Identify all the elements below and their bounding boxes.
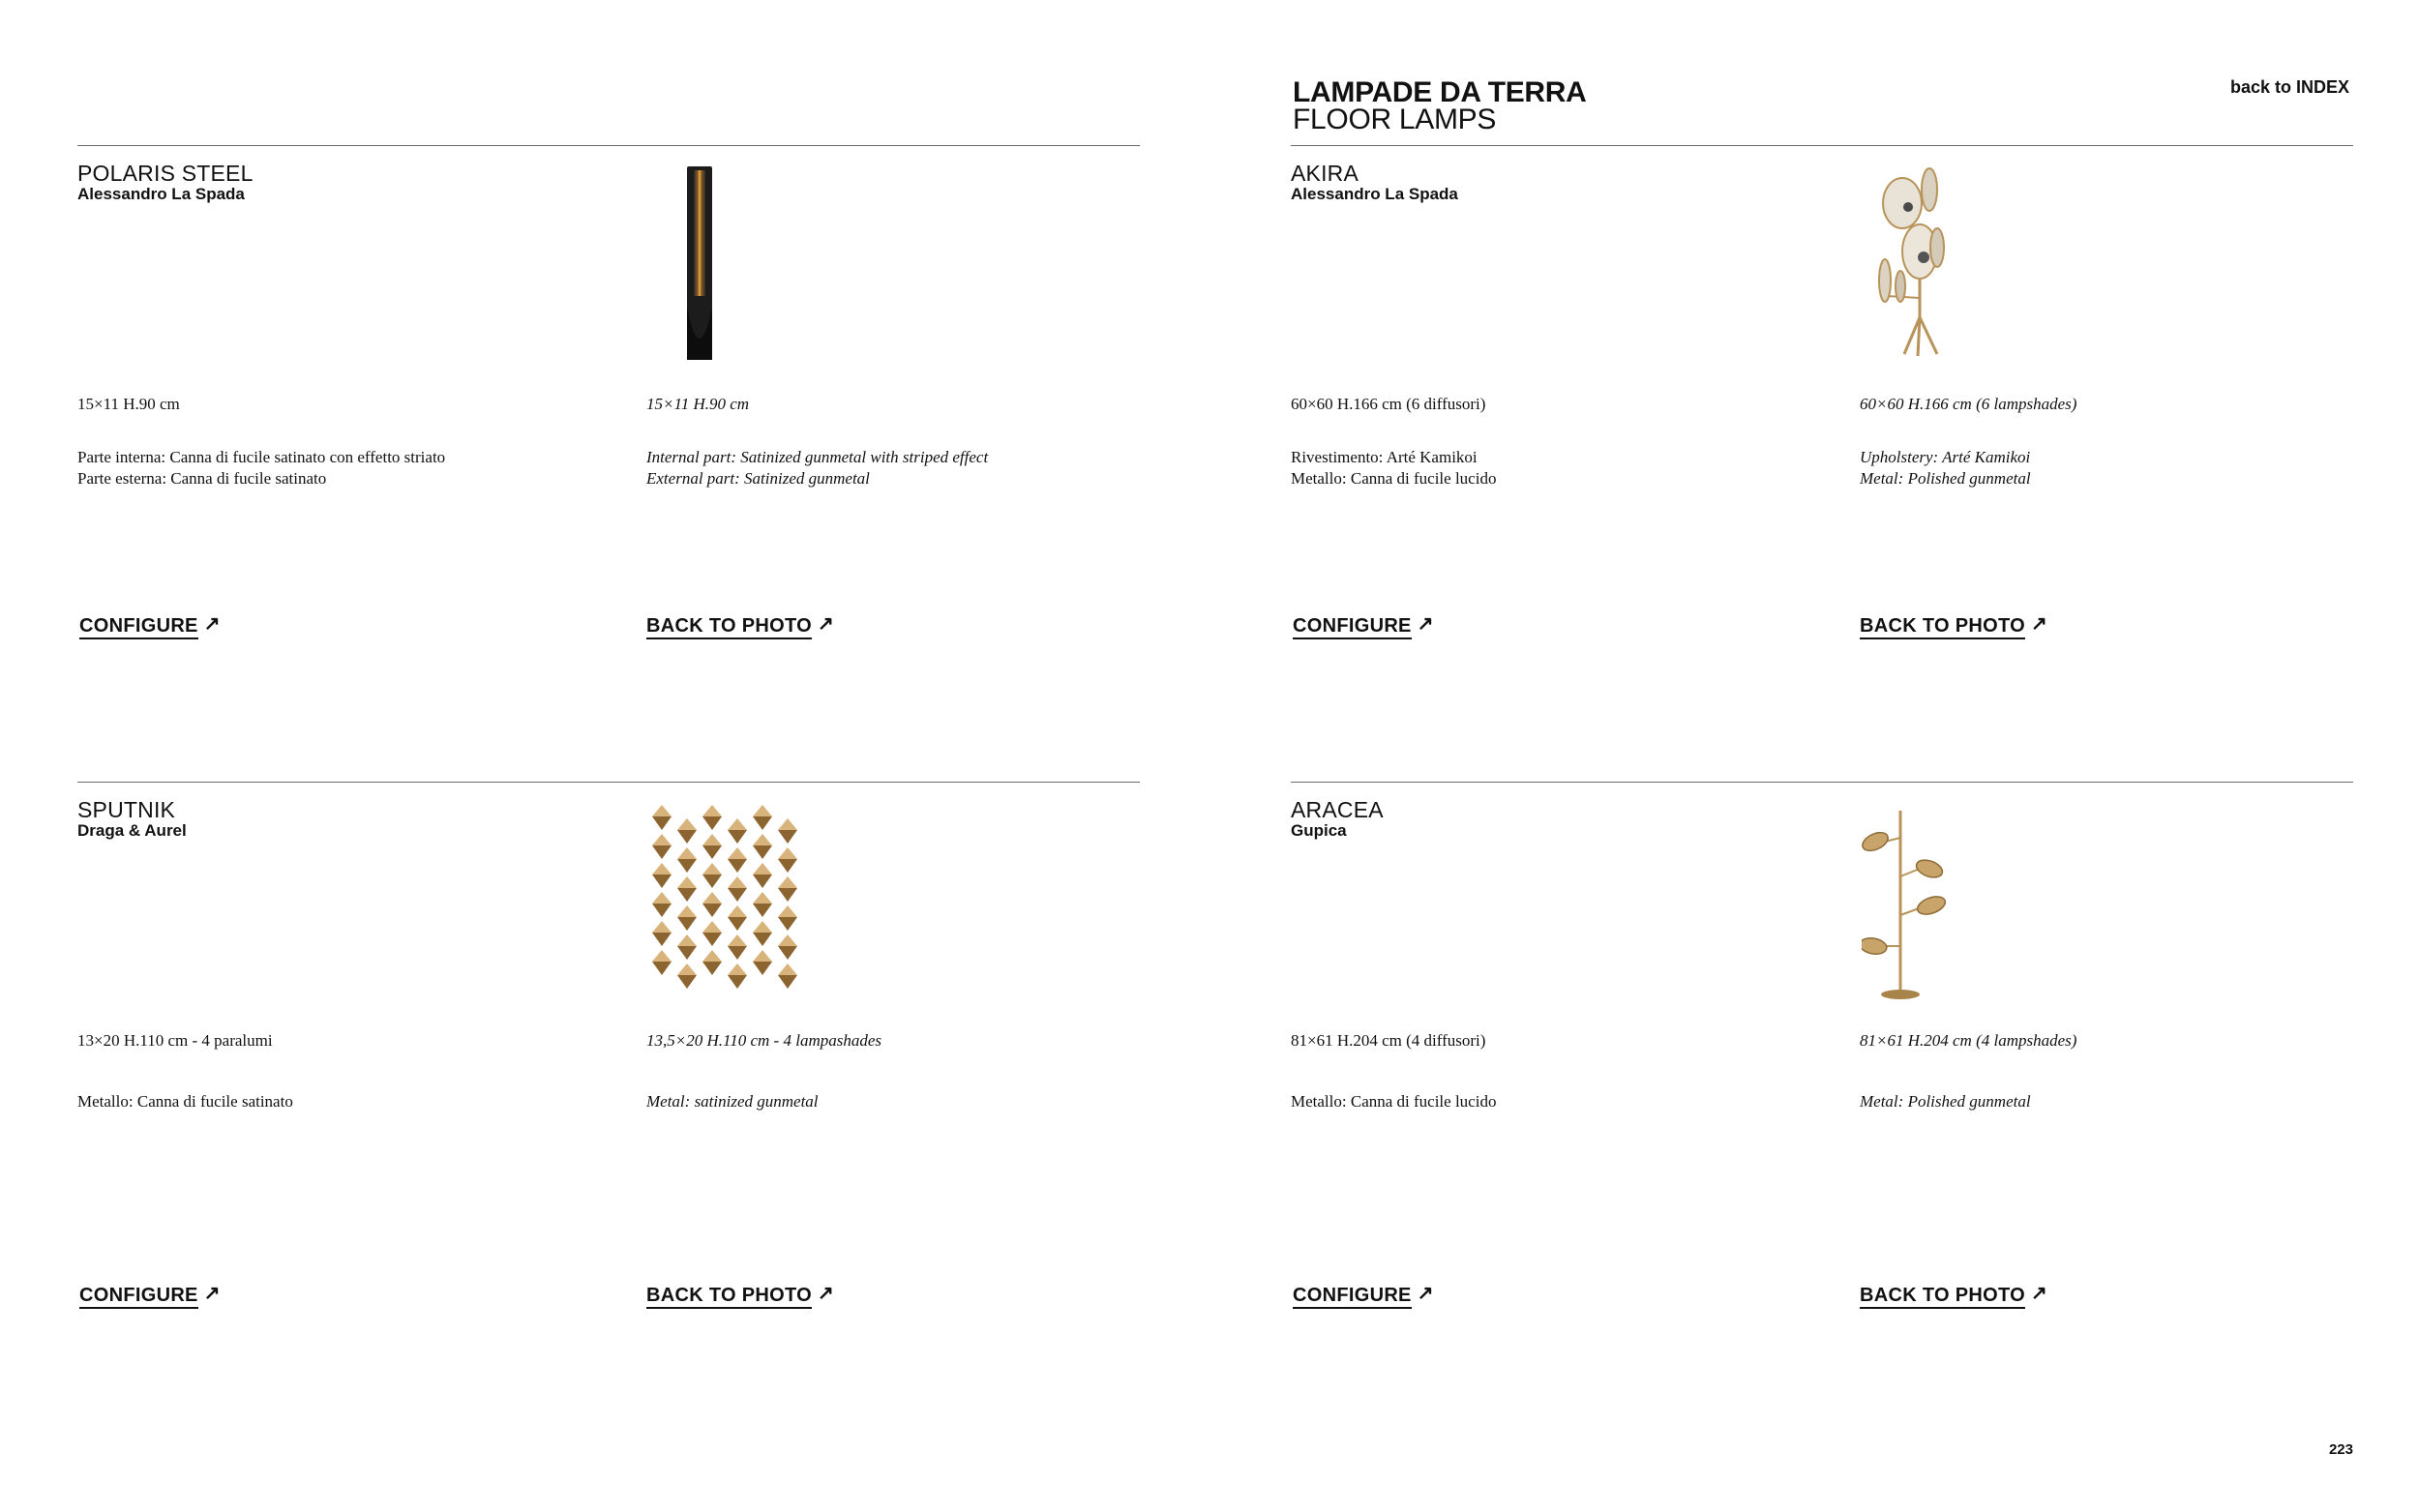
sputnik-shade	[702, 921, 722, 933]
back-to-photo-label: BACK TO PHOTO	[646, 615, 812, 639]
dimensions-english: 81×61 H.204 cm (4 lampshades)	[1860, 1031, 2077, 1050]
sputnik-shade	[702, 834, 722, 845]
back-to-photo-label: BACK TO PHOTO	[1860, 1285, 2025, 1309]
sputnik-shade	[702, 875, 722, 888]
sputnik-shade	[753, 950, 772, 962]
sputnik-shade	[702, 962, 722, 975]
product-designer: Alessandro La Spada	[1291, 185, 1458, 203]
back-to-photo-label: BACK TO PHOTO	[646, 1285, 812, 1309]
dimensions-english: 15×11 H.90 cm	[646, 395, 750, 413]
sputnik-shade	[728, 818, 747, 830]
sputnik-shade	[702, 845, 722, 859]
dimensions-english: 60×60 H.166 cm (6 lampshades)	[1860, 395, 2077, 413]
sputnik-shade	[753, 805, 772, 816]
arrow-up-right-icon: ↗	[2030, 1283, 2048, 1304]
sputnik-lamp-photo	[644, 799, 819, 1002]
sputnik-shade	[728, 905, 747, 917]
sputnik-shade	[652, 950, 672, 962]
sputnik-shade	[677, 946, 697, 960]
materials-english	[646, 447, 988, 489]
sputnik-shade	[753, 962, 772, 975]
sputnik-shade	[677, 975, 697, 989]
sputnik-shade	[778, 888, 797, 902]
back-to-index-link[interactable]: back to INDEX	[2229, 77, 2349, 97]
sputnik-shade	[677, 859, 697, 873]
sputnik-shade	[778, 964, 797, 975]
sputnik-shade	[652, 805, 672, 816]
sputnik-shade	[702, 904, 722, 917]
sputnik-shade	[652, 933, 672, 946]
sputnik-shade	[753, 875, 772, 888]
material-line: External part: Satinized gunmetal	[646, 469, 870, 488]
material-line: Metallo: Canna di fucile lucido	[1291, 1092, 1497, 1111]
product-name: SPUTNIK	[77, 797, 176, 822]
akira-lamp-photo	[1862, 163, 2036, 366]
sputnik-shade	[778, 830, 797, 844]
material-line: Upholstery: Arté Kamikoi	[1860, 448, 2031, 466]
page-number: 223	[2328, 1441, 2353, 1458]
sputnik-shade	[728, 859, 747, 873]
sputnik-shade	[753, 845, 772, 859]
sputnik-shade	[652, 875, 672, 888]
back-to-photo-button[interactable]	[646, 615, 834, 639]
arrow-up-right-icon: ↗	[1417, 613, 1434, 635]
aracea-lamp-photo	[1862, 799, 2036, 1002]
material-line: Rivestimento: Arté Kamikoi	[1291, 448, 1478, 466]
material-line: Metal: Polished gunmetal	[1860, 469, 2031, 488]
configure-label: CONFIGURE	[1293, 615, 1412, 639]
product-card-akira	[1291, 145, 2353, 774]
materials-english	[1860, 1091, 2031, 1112]
sputnik-shade	[652, 892, 672, 904]
sputnik-shade	[702, 950, 722, 962]
materials-italian	[1291, 447, 1496, 489]
sputnik-shade	[652, 921, 672, 933]
dimensions-english: 13,5×20 H.110 cm - 4 lampashades	[646, 1031, 881, 1050]
page-title-italian: LAMPADE DA TERRA	[1293, 76, 1587, 108]
configure-button[interactable]	[1293, 615, 1434, 639]
section-divider	[1291, 782, 2353, 783]
materials-italian	[1291, 1091, 1496, 1112]
dimensions-italian: 15×11 H.90 cm	[77, 395, 180, 413]
sputnik-shade	[652, 962, 672, 975]
sputnik-shade	[677, 934, 697, 946]
sputnik-shade	[728, 946, 747, 960]
sputnik-shade	[677, 876, 697, 888]
configure-label: CONFIGURE	[79, 615, 198, 639]
sputnik-shade	[778, 859, 797, 873]
configure-label: CONFIGURE	[1293, 1285, 1412, 1309]
sputnik-shade	[778, 975, 797, 989]
configure-button[interactable]	[1293, 1285, 1434, 1309]
sputnik-shade	[778, 905, 797, 917]
sputnik-shade	[677, 917, 697, 931]
arrow-up-right-icon: ↗	[203, 613, 221, 635]
sputnik-shade	[778, 934, 797, 946]
materials-italian	[77, 1091, 293, 1112]
sputnik-shade	[677, 830, 697, 844]
sputnik-shade	[652, 845, 672, 859]
back-to-photo-label: BACK TO PHOTO	[1860, 615, 2025, 639]
sputnik-shade	[652, 816, 672, 830]
section-divider	[77, 782, 1140, 783]
sputnik-shade	[778, 818, 797, 830]
dimensions-italian: 81×61 H.204 cm (4 diffusori)	[1291, 1031, 1486, 1050]
product-designer: Draga & Aurel	[77, 821, 187, 840]
section-divider	[1291, 145, 2353, 146]
sputnik-shade	[728, 847, 747, 859]
sputnik-shade	[778, 876, 797, 888]
product-designer: Gupica	[1291, 821, 1347, 840]
material-line: Metal: Polished gunmetal	[1860, 1092, 2031, 1111]
sputnik-shade	[652, 904, 672, 917]
sputnik-shade	[677, 905, 697, 917]
product-name: POLARIS STEEL	[77, 161, 254, 186]
material-line: Metallo: Canna di fucile satinato	[77, 1092, 293, 1111]
arrow-up-right-icon: ↗	[1417, 1283, 1434, 1304]
sputnik-shade	[753, 816, 772, 830]
material-line: Parte esterna: Canna di fucile satinato	[77, 469, 327, 488]
configure-button[interactable]	[79, 1285, 221, 1309]
page-title-english: FLOOR LAMPS	[1293, 104, 1497, 135]
product-name: AKIRA	[1291, 161, 1359, 186]
sputnik-shade	[677, 847, 697, 859]
materials-english	[1860, 447, 2031, 489]
material-line: Metallo: Canna di fucile lucido	[1291, 469, 1497, 488]
product-name: ARACEA	[1291, 797, 1384, 822]
product-card-polaris-steel	[77, 145, 1140, 774]
sputnik-shade	[728, 975, 747, 989]
arrow-up-right-icon: ↗	[817, 613, 835, 635]
sputnik-shade	[728, 934, 747, 946]
sputnik-shade	[702, 933, 722, 946]
materials-italian	[77, 447, 445, 489]
dimensions-italian: 13×20 H.110 cm - 4 paralumi	[77, 1031, 273, 1050]
sputnik-shade	[652, 834, 672, 845]
back-to-photo-button[interactable]	[1860, 615, 2047, 639]
product-card-sputnik	[77, 782, 1140, 1410]
sputnik-shade	[702, 816, 722, 830]
product-designer: Alessandro La Spada	[77, 185, 245, 203]
page-title	[1293, 76, 1587, 135]
sputnik-shade	[702, 805, 722, 816]
product-card-aracea	[1291, 782, 2353, 1410]
materials-english	[646, 1091, 819, 1112]
sputnik-shade	[702, 863, 722, 875]
sputnik-shade	[677, 964, 697, 975]
sputnik-shade	[652, 863, 672, 875]
back-to-photo-button[interactable]	[1860, 1285, 2047, 1309]
arrow-up-right-icon: ↗	[817, 1283, 835, 1304]
sputnik-shade	[702, 892, 722, 904]
sputnik-shade	[728, 917, 747, 931]
sputnik-shade	[728, 876, 747, 888]
configure-button[interactable]	[79, 615, 221, 639]
sputnik-shade	[677, 818, 697, 830]
arrow-up-right-icon: ↗	[203, 1283, 221, 1304]
sputnik-shade	[778, 847, 797, 859]
sputnik-shade	[753, 921, 772, 933]
sputnik-shade	[728, 830, 747, 844]
sputnik-shade	[778, 946, 797, 960]
sputnik-shade	[753, 904, 772, 917]
dimensions-italian: 60×60 H.166 cm (6 diffusori)	[1291, 395, 1486, 413]
configure-label: CONFIGURE	[79, 1285, 198, 1309]
polaris-steel-lamp-photo	[648, 163, 822, 366]
sputnik-shade	[753, 892, 772, 904]
material-line: Parte interna: Canna di fucile satinato con effetto striato	[77, 448, 446, 466]
sputnik-shade	[728, 888, 747, 902]
section-divider	[77, 145, 1140, 146]
sputnik-shade	[753, 863, 772, 875]
arrow-up-right-icon: ↗	[2030, 613, 2048, 635]
sputnik-shade	[677, 888, 697, 902]
material-line: Internal part: Satinized gunmetal with striped effect	[646, 448, 989, 466]
sputnik-shade	[728, 964, 747, 975]
sputnik-shade	[753, 933, 772, 946]
back-to-photo-button[interactable]	[646, 1285, 834, 1309]
sputnik-shade	[778, 917, 797, 931]
sputnik-shade	[753, 834, 772, 845]
material-line: Metal: satinized gunmetal	[646, 1092, 819, 1111]
